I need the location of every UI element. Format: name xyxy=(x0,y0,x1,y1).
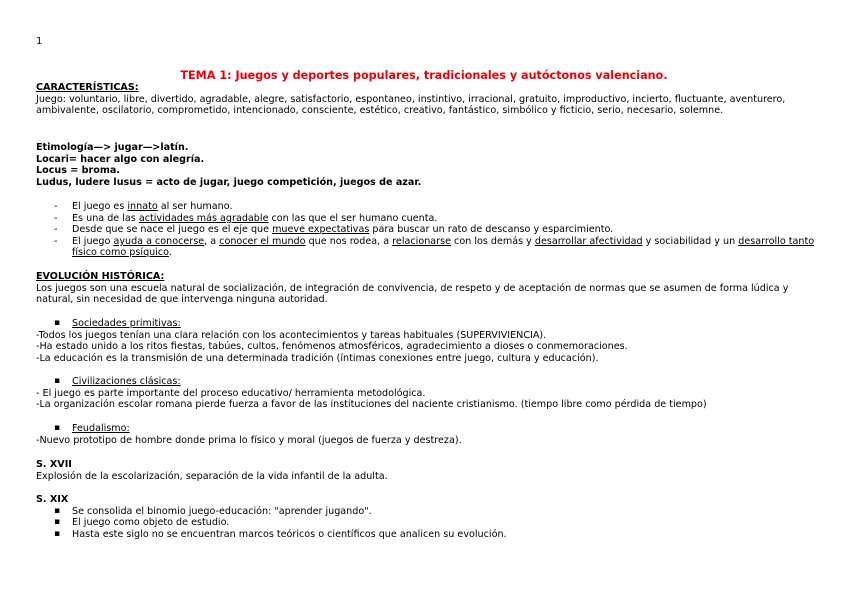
caracteristicas-section xyxy=(36,82,816,117)
feudalismo-label: Feudalismo: xyxy=(72,423,130,434)
bullet-item: - El juego es innato al ser humano. xyxy=(36,201,816,213)
clasicas-line: - El juego es parte importante del proceso educativo/ herramienta metodológica. xyxy=(36,387,426,399)
bullet-item: - El juego ayuda a conocerse, a conocer el mundo que nos rodea, a relacionarse con los demás y desarrollar afectividad y sociabilidad y un desarrollo tanto físico como psíquico. xyxy=(36,236,816,259)
s19-item: ▪ Se consolida el binomio juego-educación: "aprender jugando". xyxy=(36,506,816,518)
clasicas-line: -La organización escolar romana pierde fuerza a favor de las instituciones del naciente cristianismo. (tiempo libre como pérdida de tiempo) xyxy=(36,399,707,411)
etimologia-section xyxy=(36,142,816,188)
page-number: 1 xyxy=(36,36,43,47)
evolucion-text: Los juegos son una escuela natural de socialización, de integración de convivencia, de respeto y de aceptación de normas que se asumen de forma lúdica y natural, sin necesidad de que intervenga ninguna autoridad. xyxy=(36,282,789,306)
clasicas-label: Civilizaciones clásicas: xyxy=(72,376,181,387)
bullet-item: - Es una de las actividades más agradable con las que el ser humano cuenta. xyxy=(36,213,816,225)
s17-text: Explosión de la escolarización, separación de la vida infantil de la adulta. xyxy=(36,470,388,482)
etimologia-line: Ludus, ludere lusus = acto de jugar, juego competición, juegos de azar. xyxy=(36,176,422,188)
feudalismo-section xyxy=(36,423,816,446)
primitivas-line: -La educación es la transmisión de una determinada tradición (íntimas conexiones entre juego, cultura y educación). xyxy=(36,352,599,364)
primitivas-label: Sociedades primitivas: xyxy=(72,318,181,329)
s19-heading: S. XIX xyxy=(36,494,69,505)
s19-item: ▪ Hasta este siglo no se encuentran marcos teóricos o científicos que analicen su evolución. xyxy=(36,529,816,541)
etimologia-line: Etimología—> jugar—>latín. xyxy=(36,142,189,153)
s17-heading: S. XVII xyxy=(36,459,72,470)
primitivas-line: -Ha estado unido a los ritos fiestas, tabúes, cultos, fenómenos atmosféricos, agradecimiento a dioses o conmemoraciones. xyxy=(36,341,628,353)
s19-section xyxy=(36,494,816,540)
primitivas-line: -Todos los juegos tenían una clara relación con los acontecimientos y tareas habituales (SUPERVIVIENCIA). xyxy=(36,329,547,341)
clasicas-section xyxy=(36,376,816,411)
feudalismo-line: -Nuevo prototipo de hombre donde prima lo físico y moral (juegos de fuerza y destreza). xyxy=(36,434,462,446)
document-title: TEMA 1: Juegos y deportes populares, tradicionales y autóctonos valenciano. xyxy=(180,69,668,82)
etimologia-line: Locus = broma. xyxy=(36,165,120,177)
etimologia-line: Locari= hacer algo con alegría. xyxy=(36,153,205,165)
primitivas-section xyxy=(36,318,816,364)
evolucion-heading: EVOLUCIÓN HISTÓRICA: xyxy=(36,271,165,282)
evolucion-section xyxy=(36,271,816,306)
s19-item: ▪ El juego como objeto de estudio. xyxy=(36,517,816,529)
s17-section xyxy=(36,459,816,482)
juego-bullets xyxy=(36,201,816,259)
bullet-item: - Desde que se nace el juego es el eje que mueve expectativas para buscar un rato de descanso y esparcimiento. xyxy=(36,224,816,236)
caracteristicas-text: Juego: voluntario, libre, divertido, agradable, alegre, satisfactorio, espontaneo, instintivo, irracional, gratuito, improductivo, incierto, fluctuante, aventurero, ambivalente, oscilatorio, comprometido, intencionado, consciente, estético, creativo, fantástico, simbólico y ficticio, serio, necesario, solemne. xyxy=(36,93,786,117)
caracteristicas-heading: CARACTERÍSTICAS: xyxy=(36,82,139,93)
